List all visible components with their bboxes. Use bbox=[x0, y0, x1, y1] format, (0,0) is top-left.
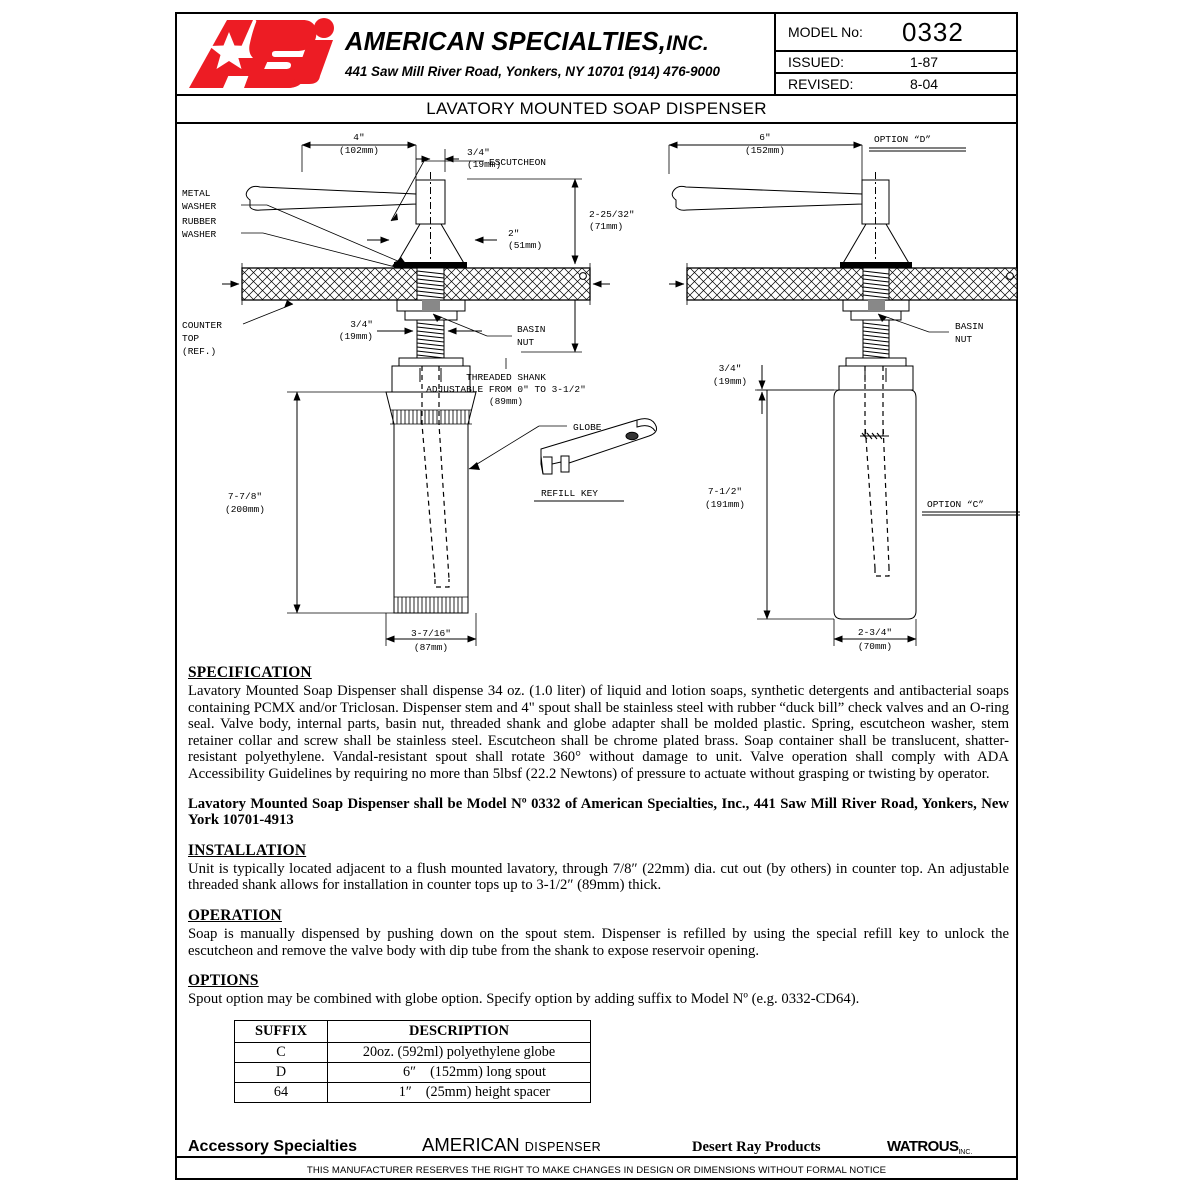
cell-description bbox=[328, 1062, 591, 1082]
table-header-row bbox=[235, 1020, 591, 1042]
disclaimer-text: THIS MANUFACTURER RESERVES THE RIGHT TO MAKE CHANGES IN DESIGN OR DIMENSIONS WITHOUT FORMAL NOTICE bbox=[306, 1165, 887, 1176]
label-metal-washer-1: METAL bbox=[182, 188, 211, 199]
dim-left-spout-in: 4″ bbox=[353, 132, 365, 143]
note-shank-2: ADJUSTABLE FROM 0″ TO 3-1/2″ bbox=[426, 384, 586, 395]
label-rubber-washer-2: WASHER bbox=[182, 229, 217, 240]
table-row bbox=[235, 1062, 591, 1082]
table-row bbox=[235, 1082, 591, 1102]
model-value: 0332 bbox=[902, 16, 964, 47]
col-description: DESCRIPTION bbox=[328, 1020, 591, 1042]
cell-desc-text: 20oz. (592ml) polyethylene globe bbox=[362, 1043, 556, 1060]
brand-block bbox=[177, 14, 776, 94]
model-row bbox=[776, 14, 1016, 52]
label-left-basin-nut-1: BASIN bbox=[517, 324, 546, 335]
col-suffix: SUFFIX bbox=[235, 1020, 328, 1042]
dim-right-globe-w-in: 2-3/4″ bbox=[857, 627, 893, 638]
dim-right-spout-in: 6″ bbox=[759, 132, 771, 143]
label-globe: GLOBE bbox=[573, 422, 602, 433]
note-shank-3: (89mm) bbox=[488, 396, 524, 407]
cell-description bbox=[328, 1042, 591, 1062]
brand-watrous-sub: INC. bbox=[958, 1149, 973, 1156]
model-statement: Lavatory Mounted Soap Dispenser shall be Model Nº 0332 of American Specialties, Inc., 441 Saw Mill River Road, Yonkers, New York 10701-4913 bbox=[188, 795, 1009, 829]
table-row bbox=[235, 1042, 591, 1062]
issued-row bbox=[776, 52, 1016, 73]
options-table bbox=[234, 1020, 591, 1103]
dim-left-globe-h-in: 7-7/8″ bbox=[227, 491, 263, 502]
cell-desc-dim: 6″ bbox=[403, 1063, 417, 1080]
cell-desc-text: (25mm) height spacer bbox=[425, 1083, 551, 1100]
page-title: LAVATORY MOUNTED SOAP DISPENSER bbox=[426, 99, 767, 118]
options-body: Spout option may be combined with globe option. Specify option by adding suffix to Model Nº (e.g. 0332-CD64). bbox=[188, 991, 860, 1008]
document-header bbox=[177, 14, 1016, 96]
company-identity bbox=[345, 28, 720, 79]
label-rubber-washer-1: RUBBER bbox=[182, 216, 217, 227]
model-info-block bbox=[776, 14, 1016, 94]
operation-body: Soap is manually dispensed by pushing down on the spout stem. Dispenser is refilled by using the special refill key to unlock the escutcheon and remove the valve body with dip tube from the shank to expose reservoir opening. bbox=[188, 925, 1009, 959]
label-counter-3: (REF.) bbox=[182, 346, 217, 357]
company-suffix: INC. bbox=[666, 32, 709, 55]
specification-heading: SPECIFICATION bbox=[188, 664, 312, 681]
dim-right-globe-w-mm: (70mm) bbox=[857, 641, 893, 652]
brand-watrous-main: WATROUS bbox=[887, 1138, 959, 1155]
dim-left-shank-mm: (19mm) bbox=[338, 331, 373, 342]
technical-drawing bbox=[177, 124, 1020, 664]
installation-heading: INSTALLATION bbox=[188, 841, 307, 859]
revised-row bbox=[776, 74, 1016, 94]
cell-desc-text: (152mm) long spout bbox=[430, 1063, 546, 1080]
operation-heading: OPERATION bbox=[188, 906, 282, 924]
document-title-band bbox=[177, 96, 1016, 124]
label-refill-key: REFILL KEY bbox=[541, 488, 599, 499]
dim-right-globe-h-mm: (191mm) bbox=[705, 499, 745, 510]
dim-left-height-in: 2-25/32″ bbox=[589, 209, 635, 220]
dim-left-globe-w-in: 3-7/16″ bbox=[411, 628, 451, 639]
company-address: 441 Saw Mill River Road, Yonkers, NY 10701 (914) 476-9000 bbox=[345, 64, 720, 79]
company-name: AMERICAN SPECIALTIES, bbox=[345, 28, 667, 56]
brand-american-dispenser bbox=[422, 1134, 601, 1156]
dim-right-spout-mm: (152mm) bbox=[745, 145, 785, 156]
brand-accessory-specialties: Accessory Specialties bbox=[188, 1138, 357, 1155]
document-body bbox=[188, 664, 1009, 1103]
cell-desc-dim: 1″ bbox=[398, 1083, 412, 1100]
issued-value: 1-87 bbox=[910, 53, 939, 70]
cell-suffix: D bbox=[235, 1062, 328, 1082]
label-right-basin-nut-2: NUT bbox=[955, 334, 973, 345]
dim-left-escutcheon-in: 2″ bbox=[508, 228, 520, 239]
label-counter-2: TOP bbox=[182, 333, 200, 344]
cell-description bbox=[328, 1082, 591, 1102]
installation-body: Unit is typically located adjacent to a flush mounted lavatory, through 7/8″ (22mm) dia. cut out (by others) in counter top. An adjustable threaded shank allows for installation in counter tops up to 3-1/2″ (89mm) thick. bbox=[188, 860, 1009, 894]
revised-value: 8-04 bbox=[910, 75, 939, 92]
label-metal-washer-2: WASHER bbox=[182, 201, 217, 212]
specification-body: Lavatory Mounted Soap Dispenser shall dispense 34 oz. (1.0 liter) of liquid and lotion soaps, synthetic detergents and antibacterial soaps containing PCMX and/or Triclosan. Dispenser stem and 4" spout shall be stainless steel with rubber “duck bill” check valves and an O-ring seal. Valve body, internal parts, basin nut, threaded shank and globe adapter shall be molded plastic. Spring, escutcheon washer, stem retainer collar and screw shall be stainless steel. Escutcheon shall be chrome plated brass. Soap container shall be translucent, shatter-resistant polyethylene. Vandal-resistant spout shall rotate 360° without damage to unit. Valve operation shall comply with ADA Accessibility Guidelines by requiring no more than 5lbsf (22.2 Newtons) of pressure to actuate without grasping or twisting by operator. bbox=[188, 683, 1009, 782]
label-right-basin-nut-1: BASIN bbox=[955, 321, 984, 332]
document-footer bbox=[177, 1124, 1016, 1156]
dim-left-stem-in: 3/4″ bbox=[467, 147, 490, 158]
dim-left-globe-w-mm: (87mm) bbox=[413, 642, 449, 653]
issued-label: ISSUED: bbox=[788, 53, 845, 70]
dim-right-globe-h-in: 7-1/2″ bbox=[707, 486, 743, 497]
brand-desert-ray-products: Desert Ray Products bbox=[692, 1139, 821, 1155]
brand-american-sub: DISPENSER bbox=[524, 1140, 602, 1154]
options-heading: OPTIONS bbox=[188, 972, 259, 990]
label-counter-1: COUNTER bbox=[182, 320, 222, 331]
dim-left-height-mm: (71mm) bbox=[589, 221, 624, 232]
dim-left-spout-mm: (102mm) bbox=[339, 145, 379, 156]
label-left-basin-nut-2: NUT bbox=[517, 337, 535, 348]
label-escutcheon: ESCUTCHEON bbox=[489, 157, 547, 168]
option-c-label: OPTION “C” bbox=[927, 499, 985, 510]
dim-left-escutcheon-mm: (51mm) bbox=[508, 240, 543, 251]
brand-watrous bbox=[887, 1138, 972, 1156]
dim-left-stem-mm: (19mm) bbox=[467, 159, 502, 170]
cell-suffix: C bbox=[235, 1042, 328, 1062]
note-shank-1: THREADED SHANK bbox=[466, 372, 546, 383]
option-d-label: OPTION “D” bbox=[874, 134, 932, 145]
cell-suffix: 64 bbox=[235, 1082, 328, 1102]
model-label: MODEL No: bbox=[788, 24, 863, 41]
dim-left-shank-in: 3/4″ bbox=[350, 319, 373, 330]
spec-sheet-frame bbox=[175, 12, 1018, 1180]
dim-right-shank-mm: (19mm) bbox=[712, 376, 748, 387]
asi-logo bbox=[183, 16, 335, 92]
brand-american-main: AMERICAN bbox=[422, 1134, 520, 1155]
dim-left-globe-h-mm: (200mm) bbox=[225, 504, 265, 515]
revised-label: REVISED: bbox=[788, 75, 854, 92]
dim-right-shank-in: 3/4″ bbox=[718, 363, 742, 374]
footer-divider bbox=[177, 1156, 1016, 1158]
